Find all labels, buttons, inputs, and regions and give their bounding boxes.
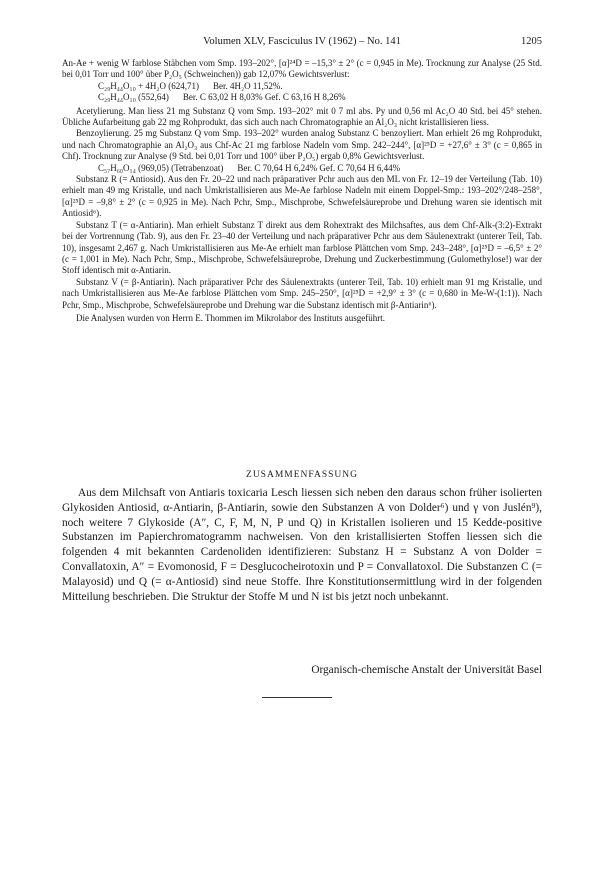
formula-tetrabenzoat-right: Ber. C 70,64 H 6,24% Gef. C 70,64 H 6,44% <box>237 162 401 173</box>
journal-volume-line: Volumen XLV, Fasciculus IV (1962) – No. 141 <box>203 36 401 47</box>
paragraph-substanz-r: Substanz R (= Antiosid). Aus den Fr. 20–22 und nach präparativer Pchr auch aus den ML von Fr. 12–19 der Verteilung (Tab. 10) erhielt man 49 mg Kristalle, und nach Umkristallisieren aus Me-Ae farblose Nadeln mit einem Doppel-Smp.: 193–202°/248–258°, [α]²⁵D = –9,8° ± 2° (c = 0,925 in Me). Nach Pchr, Smp., Mischprobe, Schwefelsäureprobe und Drehung waren sie identisch mit Antiosid⁶). <box>62 174 542 219</box>
paragraph-acknowledgement: Die Analysen wurden von Herrn E. Thommen im Mikrolabor des Instituts ausgeführt. <box>76 312 386 323</box>
end-rule <box>262 697 332 698</box>
affiliation: Organisch-chemische Anstalt der Universität Basel <box>311 664 542 676</box>
summary-heading: ZUSAMMENFASSUNG <box>246 470 358 480</box>
paragraph-benzoylierung: Benzoylierung. 25 mg Substanz Q vom Smp. 193–202° wurden analog Substanz C benzoyliert. Man erhielt 26 mg Rohprodukt, und nach Chromatographie an Al₂O₃ aus Chf-Ac 21 mg farblose Nadeln vom Smp. 242–244°, [α]²⁵D = +27,6° ± 3° (c = 0,865 in Chf). Trocknung zur Analyse (9 Std. bei 0,01 Torr und 100° über P₂O₅) ergab 0,8% Gewichtsverlust. <box>62 128 542 162</box>
summary-section <box>62 486 542 604</box>
running-header <box>62 36 542 52</box>
experimental-section <box>62 58 542 324</box>
formula-hydrate <box>62 81 542 92</box>
paragraph-substanz-t: Substanz T (= α-Antiarin). Man erhielt Substanz T direkt aus dem Rohextrakt des Milchsaftes, aus dem Chf-Alk-(3:2)-Extrakt bei der Vortrennung (Tab. 9), aus den Fr. 23–40 der Verteilung und nach präparativer Pchr aus dem Säulenextrakt (unterer Teil, Tab. 10), insgesamt 2,467 g. Nach Umkristallisieren aus Me-Ae erhielt man farblose Plättchen vom Smp. 243–248°, [α]²⁵D = –6,5° ± 2° (c = 1,001 in Me). Nach Pchr, Smp., Mischprobe, Schwefelsäureprobe, Drehung und Zuckerbestimmung (Gulomethylose!) war der Stoff identisch mit α-Antiarin. <box>62 219 542 276</box>
formula-analysis-left: C₂₉H₄₄O₁₀ (552,64) <box>98 92 169 103</box>
paragraph-q-continuation: An-Ae + wenig W farblose Stäbchen vom Smp. 193–202°, [α]²⁴D = –15,3° ± 2° (c = 0,945 in Me). Trocknung zur Analyse (25 Std. bei 0,01 Torr und 100° über P₂O₅ (Schweinchen)) gab 12,07% Gewichtsverlust: <box>62 58 542 80</box>
formula-tetrabenzoat-left: C₅₇H₆₀O₁₄ (969,05) (Tetrabenzoat) <box>98 162 224 173</box>
summary-text: Aus dem Milchsaft von Antiaris toxicaria Lesch liessen sich neben den daraus schon früher isolierten Glykosiden Antiosid, α-Antiarin, β-Antiarin, sowie den Substanzen A von Dolder⁶) und γ von Juslén⁹), noch weitere 7 Glykoside (A″, C, F, M, N, P und Q) in Kristallen isolieren und 15 Kedde-positive Substanzen im Papierchromatogramm nachweisen. Von den kristallisierten Stoffen liessen sich die folgenden 4 mit bekannten Cardenoliden identifizieren: Substanz H = Substanz A von Dolder = Convallatoxin, A″ = Evomonosid, F = Desglucocheirotoxin und P = Convallatoxol. Die Substanzen C (= Malayosid) und Q (= α-Antiosid) sind neue Stoffe. Ihre Konstitutionsermittlung wird in der folgenden Mitteilung beschrieben. Die Struktur der Stoffe M und N ist bis jetzt noch unbekannt. <box>62 487 542 603</box>
formula-analysis-right: Ber. C 63,02 H 8,03% Gef. C 63,16 H 8,26% <box>182 92 346 103</box>
formula-analysis <box>62 92 542 103</box>
paragraph-acetylierung: Acetylierung. Man liess 21 mg Substanz Q vom Smp. 193–202° mit 0 7 ml abs. Py und 0,56 ml Ac₂O 40 Std. bei 45° stehen. Übliche Aufarbeitung gab 22 mg Rohprodukt, das sich auch nach Chromatographie an Al₂O₃ nicht kristallisieren liess. <box>62 105 542 128</box>
formula-hydrate-left: C₂₉H₄₄O₁₀ + 4H₂O (624,71) <box>98 80 200 91</box>
page-number: 1205 <box>521 36 542 47</box>
paragraph-substanz-v: Substanz V (= β-Antiarin). Nach präparativer Pchr des Säulenextrakts (unterer Teil, Tab. 10) erhielt man 91 mg Kristalle, und nach Umkristallisieren aus Me-Ae farblose Plättchen vom Smp. 245–250°, [α]²⁵D = +2,9° ± 3° (c = 0,680 in Me-W-(1:1)). Nach Pchr, Smp., Mischprobe, Schwefelsäureprobe und Drehung war die Substanz identisch mit β-Antiarin⁶). <box>62 276 542 310</box>
formula-tetrabenzoat <box>62 163 542 174</box>
formula-hydrate-right: Ber. 4H₂O 11,52%. <box>213 80 283 91</box>
